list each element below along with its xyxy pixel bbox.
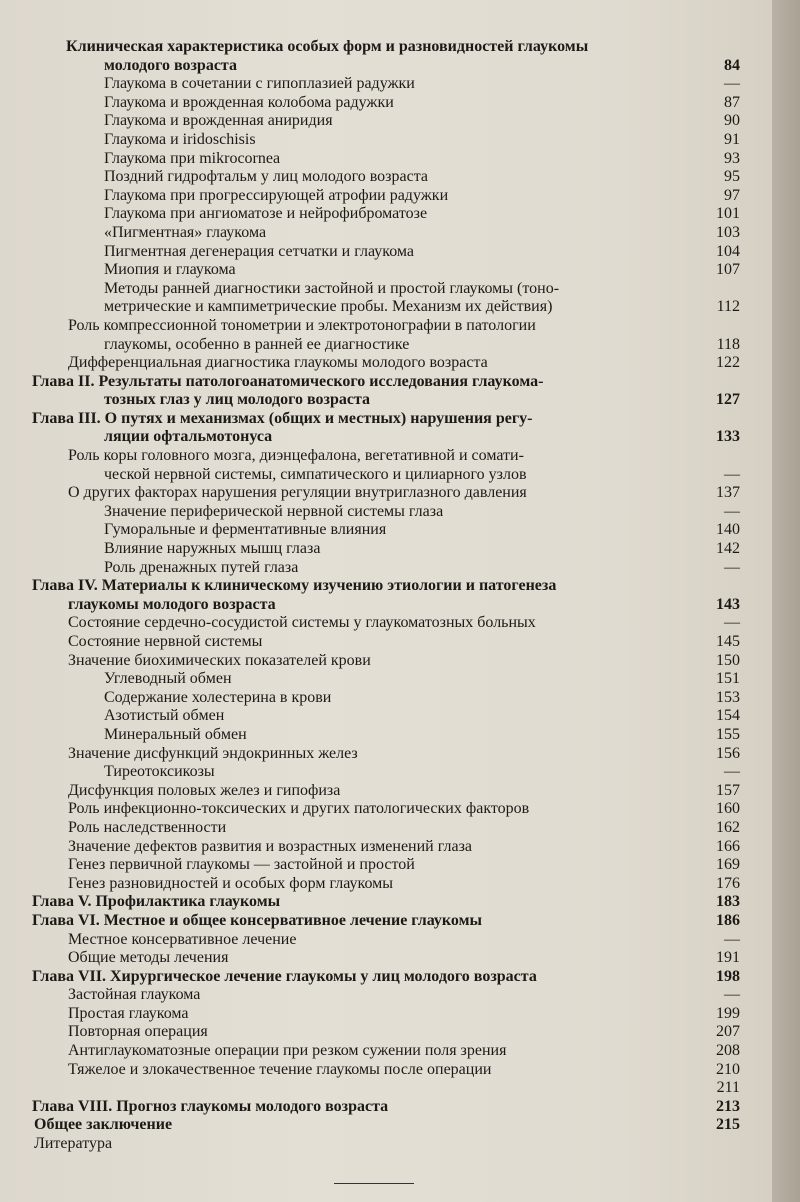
toc-entry: [0, 224, 772, 243]
toc-entry-page: 154: [716, 707, 740, 725]
toc-entry-title: Генез первичной глаукомы — застойной и простой: [68, 856, 415, 874]
toc-entry-page: 90: [724, 112, 740, 130]
toc-entry-title: ляции офтальмотонуса: [104, 428, 273, 446]
toc-entry-page: 133: [716, 428, 740, 446]
toc-entry-title: Генез разновидностей и особых форм глаукомы: [68, 874, 394, 892]
toc-entry-title: Роль наследственности: [68, 818, 227, 836]
toc-entry-title: Местное консервативное лечение: [68, 930, 297, 948]
toc-entry-title: Глава IV. Материалы к клиническому изучению этиологии и патогенеза: [32, 577, 557, 595]
toc-entry-title: Минеральный обмен: [104, 725, 247, 743]
toc-entry: [0, 168, 772, 187]
toc-entry: [0, 1061, 772, 1080]
toc-entry: [0, 298, 772, 317]
toc-entry: [0, 1135, 772, 1154]
toc-entry-title: Тяжелое и злокачественное течение глаукомы после операции: [68, 1060, 492, 1078]
toc-entry-page: 107: [716, 261, 740, 279]
toc-entry-page: 127: [716, 391, 740, 409]
toc-entry: [0, 707, 772, 726]
toc-entry: [0, 373, 772, 392]
toc-entry-page: 145: [716, 633, 740, 650]
toc-entry: [0, 484, 772, 503]
toc-entry-page: 137: [716, 484, 740, 502]
toc-entry: [0, 38, 772, 57]
toc-entry-title: молодого возраста: [104, 56, 237, 74]
toc-entry-page: 156: [716, 744, 740, 762]
toc-entry: [0, 1023, 772, 1042]
toc-entry-title: Значение периферической нервной системы глаза: [104, 502, 444, 520]
toc-entry-page: —: [724, 502, 740, 520]
toc-entry: [0, 577, 772, 596]
toc-entry-title: тозных глаз у лиц молодого возраста: [104, 391, 371, 409]
toc-entry-title: Гуморальные и ферментативные влияния: [104, 521, 387, 539]
toc-entry-title: Состояние сердечно-сосудистой системы у глаукоматозных больных: [68, 614, 536, 632]
toc-entry: [0, 912, 772, 931]
toc-entry: [0, 968, 772, 987]
toc-entry-title: Углеводный обмен: [104, 670, 232, 688]
toc-entry-page: 142: [716, 540, 740, 558]
table-of-contents: [0, 38, 772, 1154]
toc-entry-title: Глава VIII. Прогноз глаукомы молодого возраста: [32, 1097, 389, 1115]
toc-entry-page: 166: [716, 837, 740, 855]
toc-entry-title: Глава III. О путях и механизмах (общих и местных) нарушения регу-: [32, 409, 533, 427]
toc-entry: [0, 205, 772, 224]
toc-entry-title: Застойная глаукома: [68, 986, 201, 1004]
toc-entry: [0, 800, 772, 819]
toc-entry-page: 210: [716, 1060, 740, 1078]
toc-entry-page: —: [724, 763, 740, 781]
toc-entry-title: Общие методы лечения: [68, 949, 229, 967]
toc-entry-title: Общее заключение: [34, 1116, 173, 1134]
toc-entry-page: 95: [724, 168, 740, 186]
toc-entry: [0, 1005, 772, 1024]
toc-entry-page: 112: [716, 298, 740, 316]
toc-entry-title: Миопия и глаукома: [104, 261, 236, 279]
toc-entry-page: 208: [716, 1042, 740, 1060]
toc-entry: [0, 131, 772, 150]
toc-entry: [0, 410, 772, 429]
toc-entry-page: 87: [724, 93, 740, 111]
toc-entry: [0, 931, 772, 950]
toc-entry-title: ческой нервной системы, симпатического и цилиарного узлов: [104, 465, 527, 483]
toc-entry: [0, 112, 772, 131]
toc-entry: [0, 1116, 772, 1135]
toc-entry-title: Глаукома в сочетании с гипоплазией радужки: [104, 75, 415, 93]
toc-entry-page: 157: [716, 781, 740, 799]
toc-entry-title: «Пигментная» глаукома: [104, 223, 267, 241]
toc-entry-page: 183: [716, 893, 740, 911]
toc-entry: [0, 391, 772, 410]
toc-entry: [0, 57, 772, 76]
toc-entry: [0, 280, 772, 299]
toc-entry-title: Глаукома при mikrocornea: [104, 149, 281, 167]
toc-entry: [0, 466, 772, 485]
toc-entry: [0, 875, 772, 894]
toc-entry-page: 199: [716, 1004, 740, 1022]
toc-entry-title: Роль компрессионной тонометрии и электротонографии в патологии: [68, 316, 536, 334]
toc-entry-page: —: [724, 614, 740, 632]
toc-entry-page: 140: [716, 521, 740, 539]
toc-entry: [0, 782, 772, 801]
toc-entry-title: Повторная операция: [68, 1023, 208, 1041]
toc-entry-title: Тиреотоксикозы: [104, 763, 215, 781]
closing-rule: [334, 1183, 414, 1184]
toc-entry-page: —: [724, 930, 740, 948]
toc-entry-title: О других факторах нарушения регуляции внутриглазного давления: [68, 484, 527, 502]
toc-entry: [0, 614, 772, 633]
toc-entry-title: Значение дефектов развития и возрастных изменений глаза: [68, 837, 472, 855]
toc-entry-title: Глаукома при ангиоматозе и нейрофиброматозе: [104, 205, 428, 223]
toc-entry: [0, 633, 772, 652]
toc-entry-page: 93: [724, 149, 740, 167]
toc-entry: [0, 726, 772, 745]
toc-entry-title: Значение биохимических показателей крови: [68, 651, 371, 669]
toc-entry: [0, 893, 772, 912]
toc-entry: [0, 559, 772, 578]
toc-entry-title: Дисфункция половых желез и гипофиза: [68, 781, 341, 799]
toc-entry: [0, 150, 772, 169]
toc-entry-page: 104: [716, 242, 740, 260]
toc-entry-title: Глаукома и iridoschisis: [104, 130, 256, 148]
toc-entry-title: Состояние нервной системы: [68, 633, 263, 650]
toc-entry-title: Глаукома при прогрессирующей атрофии радужки: [104, 186, 449, 204]
toc-entry: [0, 336, 772, 355]
toc-entry-page: 155: [716, 725, 740, 743]
toc-entry-title: глаукомы молодого возраста: [68, 595, 276, 613]
toc-entry-title: Методы ранней диагностики застойной и простой глаукомы (тоно-: [104, 279, 560, 297]
toc-entry: [0, 819, 772, 838]
toc-entry: [0, 354, 772, 373]
toc-entry-page: 151: [716, 670, 740, 688]
toc-entry-title: Роль инфекционно-токсических и других патологических факторов: [68, 800, 530, 818]
toc-entry: [0, 689, 772, 708]
toc-entry-page: 198: [716, 967, 740, 985]
toc-entry-title: Роль коры головного мозга, диэнцефалона, вегетативной и сомати-: [68, 447, 524, 465]
toc-entry: [0, 428, 772, 447]
toc-entry-title: Влияние наружных мышц глаза: [104, 540, 321, 558]
toc-entry: [0, 540, 772, 559]
toc-entry: [0, 317, 772, 336]
toc-entry: [0, 1042, 772, 1061]
toc-entry: [0, 596, 772, 615]
toc-entry-title: Роль дренажных путей глаза: [104, 558, 299, 576]
toc-entry-title: метрические и кампиметрические пробы. Механизм их действия): [104, 298, 553, 316]
toc-entry-page: 215: [716, 1116, 740, 1134]
toc-entry-title: Антиглаукоматозные операции при резком сужении поля зрения: [68, 1042, 507, 1060]
toc-entry-title: Содержание холестерина в крови: [104, 688, 332, 706]
toc-entry-page: 169: [716, 856, 740, 874]
toc-entry-page: 153: [716, 688, 740, 706]
toc-entry-title: Простая глаукома: [68, 1004, 189, 1022]
toc-entry-page: 143: [716, 595, 740, 613]
toc-entry-page: 207: [716, 1023, 740, 1041]
toc-entry-page: 191: [716, 949, 740, 967]
toc-entry-title: Глава V. Профилактика глаукомы: [32, 893, 281, 911]
toc-entry: [0, 856, 772, 875]
toc-entry-page: 186: [716, 911, 740, 929]
toc-entry: [0, 243, 772, 262]
toc-entry: [0, 949, 772, 968]
toc-entry: [0, 838, 772, 857]
toc-entry-title: глаукомы, особенно в ранней ее диагностике: [104, 335, 410, 353]
toc-entry: [0, 1098, 772, 1117]
toc-entry: [0, 1079, 772, 1098]
toc-entry-page: 122: [716, 354, 740, 372]
toc-entry-title: Глава II. Результаты патологоанатомического исследования глаукома-: [32, 372, 544, 390]
toc-entry-page: —: [724, 75, 740, 93]
toc-entry: [0, 75, 772, 94]
toc-entry-page: 160: [716, 800, 740, 818]
toc-entry: [0, 261, 772, 280]
toc-entry-page: —: [724, 986, 740, 1004]
toc-entry: [0, 745, 772, 764]
toc-entry-page: 213: [716, 1097, 740, 1115]
toc-entry-title: Дифференциальная диагностика глаукомы молодого возраста: [68, 354, 488, 372]
toc-entry: [0, 503, 772, 522]
toc-entry-title: Глаукома и врожденная колобома радужки: [104, 93, 394, 111]
toc-entry-page: —: [724, 558, 740, 576]
toc-entry-page: 84: [724, 56, 740, 74]
toc-entry: [0, 94, 772, 113]
toc-entry-page: 97: [724, 186, 740, 204]
toc-entry-page: 176: [716, 874, 740, 892]
toc-entry-page: 101: [716, 205, 740, 223]
toc-entry-title: Клиническая характеристика особых форм и разновидностей глаукомы: [66, 38, 589, 55]
toc-entry: [0, 670, 772, 689]
toc-entry-title: Глаукома и врожденная аниридия: [104, 112, 333, 130]
toc-entry-page: 118: [716, 335, 740, 353]
toc-entry-title: Значение дисфункций эндокринных желез: [68, 744, 358, 762]
toc-entry-page: 211: [716, 1079, 740, 1097]
toc-entry-title: Поздний гидрофтальм у лиц молодого возраста: [104, 168, 428, 186]
toc-entry-page: 150: [716, 651, 740, 669]
toc-entry: [0, 187, 772, 206]
toc-entry: [0, 521, 772, 540]
toc-entry-page: —: [724, 465, 740, 483]
toc-entry-page: 91: [724, 130, 740, 148]
toc-entry: [0, 986, 772, 1005]
toc-entry: [0, 763, 772, 782]
toc-entry-title: Глава VII. Хирургическое лечение глаукомы у лиц молодого возраста: [32, 967, 537, 985]
toc-entry-title: Азотистый обмен: [104, 707, 225, 725]
toc-entry-page: 162: [716, 818, 740, 836]
toc-entry: [0, 447, 772, 466]
toc-entry-title: Пигментная дегенерация сетчатки и глаукома: [104, 242, 415, 260]
toc-entry: [0, 652, 772, 671]
toc-entry-page: 103: [716, 223, 740, 241]
page-edge-shadow: [772, 0, 800, 1202]
toc-entry-title: Глава VI. Местное и общее консервативное лечение глаукомы: [32, 911, 483, 929]
toc-entry-title: Литература: [34, 1135, 113, 1153]
